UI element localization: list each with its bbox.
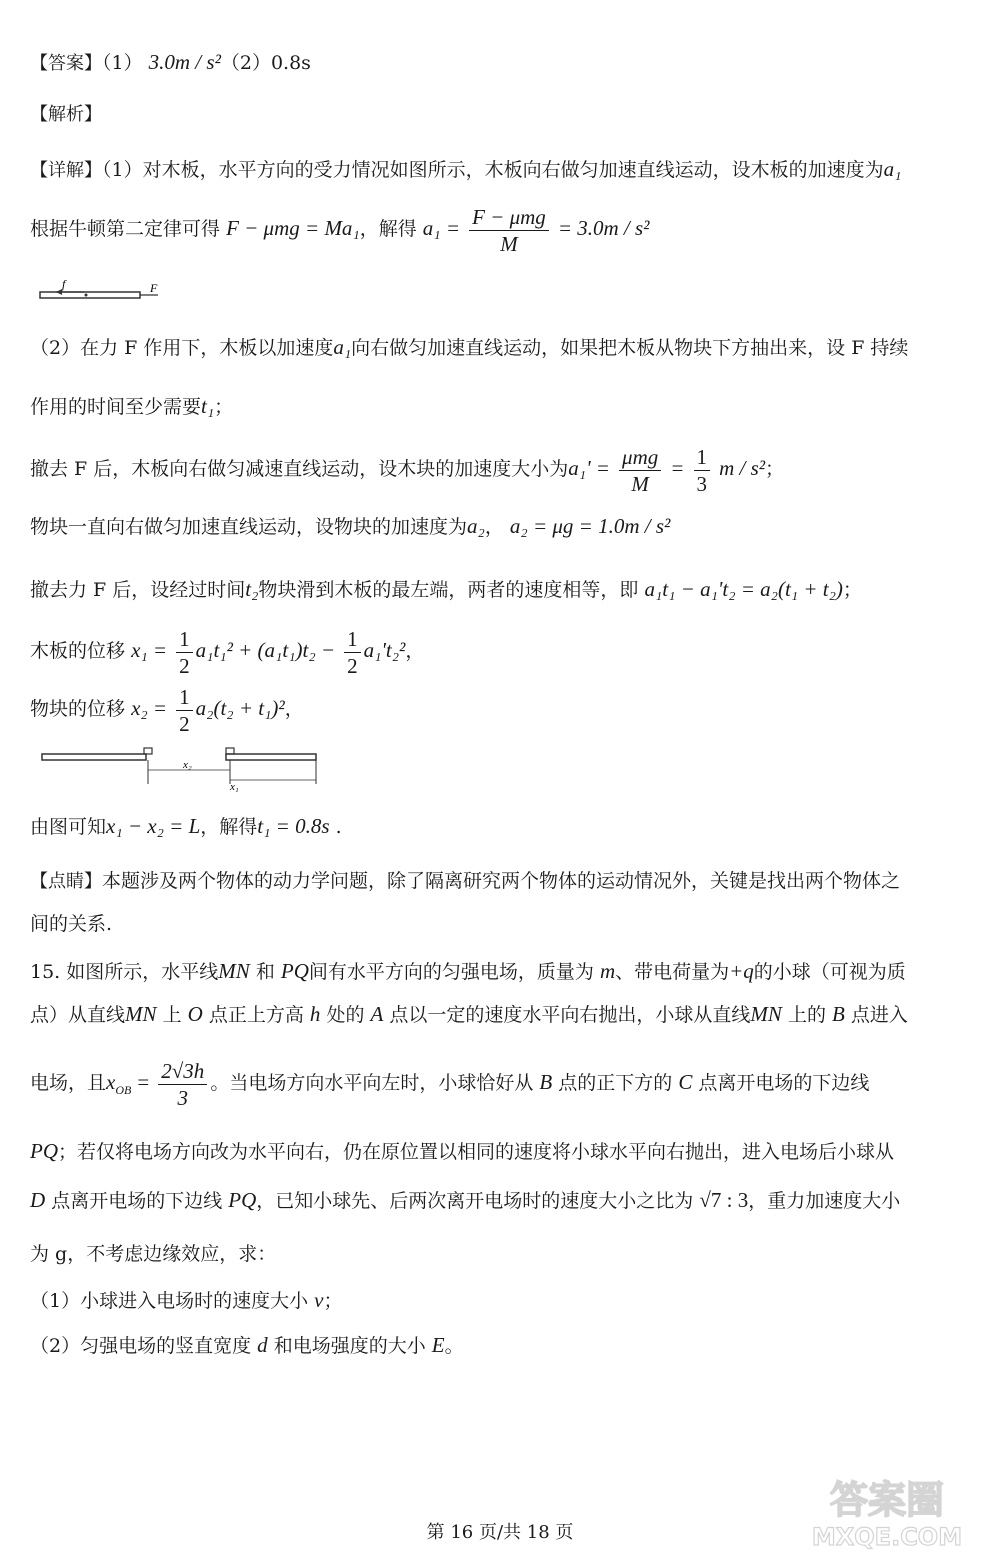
fraction-half-1 — [176, 626, 193, 679]
q15-text-4b: ；若仅将电场方向改为水平向右，仍在原位置以相同的速度将小球水平向右抛出，进入电场后小球从 — [58, 1141, 895, 1163]
q15-text-1c: 间有水平方向的匀强电场，质量为 — [308, 961, 594, 983]
math-d: d — [257, 1333, 268, 1357]
detail-line-4 — [30, 512, 970, 541]
math-m: m — [599, 959, 616, 983]
answer-part1: （1） — [102, 52, 143, 74]
math-eq: = — [137, 1070, 150, 1094]
q15-sub2-text-a: （2）匀强电场的竖直宽度 — [30, 1335, 252, 1357]
watermark-text-bottom: MXQE.COM — [811, 1523, 963, 1551]
math-x2-lhs: x₂ = — [131, 696, 168, 720]
q15-text-2b: 上 — [162, 1004, 182, 1026]
math-q: +q — [729, 959, 754, 983]
math-a2-eq: a₂ = μg = 1.0m / s² — [509, 514, 671, 538]
comment-text-2: 间的关系. — [30, 913, 113, 935]
q15-sub1-text-a: （1）小球进入电场时的速度大小 — [30, 1290, 309, 1312]
answer-line — [30, 48, 970, 78]
detail-line-7 — [30, 680, 970, 737]
detail-text-5c: ； — [842, 579, 862, 601]
detail-text-7a: 物块的位移 — [30, 698, 126, 720]
math-PQ: PQ — [228, 1188, 257, 1212]
q15-text-1b: 和 — [255, 961, 275, 983]
q15-text-5c: ，重力加速度大小 — [748, 1190, 901, 1212]
math-a1-result: = 3.0m / s² — [557, 216, 650, 240]
math-x1-lhs: x₁ = — [131, 638, 168, 662]
analysis-line — [30, 100, 970, 129]
q15-text-5a: 点离开电场的下边线 — [51, 1190, 223, 1212]
q15-text-2g: 点进入 — [850, 1004, 908, 1026]
detail-text-4a: 物块一直向右做匀加速直线运动，设物块的加速度为 — [30, 516, 468, 538]
watermark-logo — [792, 1471, 982, 1551]
q15-text-3c: 点的正下方的 — [558, 1072, 673, 1094]
fraction-half-2 — [344, 626, 361, 679]
math-unit: m / s² — [719, 456, 766, 480]
fraction-xob — [158, 1058, 207, 1111]
detail-text-1: （1）对木板，水平方向的受力情况如图所示，木板向右做匀加速直线运动，设木板的加速度为 — [102, 159, 884, 181]
q15-sub-2 — [30, 1331, 970, 1360]
detail-text-8b: ，解得 — [200, 816, 258, 838]
detail-text-6b: ， — [405, 640, 425, 662]
q15-text-5b: ，已知小球先、后两次离开电场时的速度大小之比为 — [256, 1190, 694, 1212]
q15-text-3b: 。当电场方向水平向左时，小球恰好从 — [210, 1072, 534, 1094]
math-MN: MN — [218, 959, 250, 983]
detail-line-5 — [30, 575, 970, 604]
detail-text-3b: ； — [765, 458, 785, 480]
frac-num: 2√3h — [158, 1058, 207, 1085]
math-ob-sub: OB — [115, 1083, 132, 1098]
frac-den: 3 — [177, 1085, 189, 1110]
displacement-diagram — [40, 744, 320, 792]
q15-text-1a: 15. 如图所示，水平线 — [30, 961, 219, 983]
math-t1: t₁ — [201, 394, 215, 418]
q15-sub1-text-b: ； — [323, 1290, 343, 1312]
q15-text-3d: 点离开电场的下边线 — [698, 1072, 870, 1094]
detail-text-8c: . — [335, 816, 342, 838]
detail-text-8a: 由图可知 — [30, 816, 107, 838]
frac-num: 1 — [176, 626, 193, 653]
math-O: O — [187, 1002, 203, 1026]
math-MN: MN — [125, 1002, 157, 1026]
math-x: x — [106, 1070, 116, 1094]
frac-num: 1 — [694, 444, 711, 471]
math-xob — [106, 1070, 132, 1098]
math-ratio: √7 : 3 — [699, 1188, 749, 1212]
q15-text-2d: 处的 — [326, 1004, 365, 1026]
q15-line-4 — [30, 1137, 970, 1166]
math-A: A — [370, 1002, 384, 1026]
frac-num: 1 — [344, 626, 361, 653]
q15-text-2a: 点）从直线 — [30, 1004, 126, 1026]
math-eq: = — [670, 456, 685, 480]
detail-text-2b: ，解得 — [359, 218, 417, 240]
math-MN: MN — [750, 1002, 782, 1026]
comment-line-2 — [30, 910, 970, 938]
frac-den: M — [500, 231, 518, 256]
math-C: C — [678, 1070, 693, 1094]
math-x1-end: a₁'t₂² — [363, 638, 406, 662]
friction-label: f — [62, 277, 66, 291]
detail-line-3 — [30, 440, 970, 497]
q15-sub2-text-c: 。 — [444, 1335, 464, 1357]
math-D: D — [30, 1188, 46, 1212]
q15-line-5 — [30, 1186, 970, 1215]
q15-sub-1 — [30, 1286, 970, 1315]
q15-text-3a: 电场，且 — [30, 1072, 107, 1094]
q15-text-1d: 、带电荷量为 — [615, 961, 730, 983]
detail-text-6a: 木板的位移 — [30, 640, 126, 662]
answer-value-2: 0.8s — [270, 52, 311, 74]
force-diagram — [36, 276, 166, 306]
math-x-diff: x₁ − x₂ = L — [106, 814, 201, 838]
force-label: F — [150, 281, 158, 295]
detail-text-7b: ， — [284, 698, 304, 720]
part2-text-2b: ； — [214, 396, 234, 418]
x1-label: x₁ — [230, 781, 239, 792]
answer-value-1: 3.0m / s² — [148, 50, 221, 74]
fraction-a1 — [469, 204, 549, 257]
q15-line-1 — [30, 957, 970, 986]
frac-num: F − μmg — [469, 204, 549, 231]
q15-text-1e: 的小球（可视为质 — [753, 961, 906, 983]
math-t1-result: t₁ = 0.8s — [257, 814, 330, 838]
math-v: v — [314, 1288, 324, 1312]
q15-text-2f: 上的 — [787, 1004, 826, 1026]
detail-tag: 【详解】 — [30, 160, 102, 181]
math-B: B — [539, 1070, 553, 1094]
detail-line-8 — [30, 812, 970, 841]
q15-text-2e: 点以一定的速度水平向右抛出，小球从直线 — [389, 1004, 751, 1026]
math-x1-mid: a₁t₁² + (a₁t₁)t₂ − — [195, 638, 336, 662]
frac-den: 2 — [347, 653, 358, 678]
frac-num: μmg — [619, 444, 661, 471]
q15-text-6: 为 g，不考虑边缘效应，求： — [30, 1243, 277, 1265]
math-a1-p2: a₁ — [333, 335, 352, 359]
analysis-tag: 【解析】 — [30, 104, 102, 125]
part2-text-2a: 作用的时间至少需要 — [30, 396, 202, 418]
math-PQ: PQ — [280, 959, 309, 983]
answer-part2: （2） — [220, 52, 271, 74]
math-h: h — [309, 1002, 321, 1026]
q15-line-6 — [30, 1240, 970, 1268]
detail-text-3a: 撤去 F 后，木板向右做匀减速直线运动，设木块的加速度大小为 — [30, 458, 569, 480]
part2-text-1a: （2）在力 F 作用下，木板以加速度 — [30, 337, 334, 359]
fraction-one-third — [694, 444, 711, 497]
math-t2: t₂ — [245, 577, 259, 601]
part2-text-1b: 向右做匀加速直线运动，如果把木板从物块下方抽出来，设 F 持续 — [351, 337, 909, 359]
detail-line-1 — [30, 155, 970, 185]
math-a1-lhs: a₁ = — [422, 216, 461, 240]
math-newton-eq: F − μmg = Ma₁ — [226, 216, 360, 240]
fraction-umg-M — [619, 444, 661, 497]
math-x2-end: a₂(t₂ + t₁)² — [195, 696, 285, 720]
detail-text-2a: 根据牛顿第二定律可得 — [30, 218, 221, 240]
comment-line-1 — [30, 867, 970, 896]
fraction-half-3 — [176, 684, 193, 737]
detail-line-2 — [30, 200, 970, 257]
q15-line-2 — [30, 1000, 970, 1029]
q15-sub2-text-b: 和电场强度的大小 — [273, 1335, 426, 1357]
frac-den: M — [631, 471, 649, 496]
frac-den: 2 — [179, 711, 190, 736]
math-E: E — [431, 1333, 445, 1357]
watermark-text-top: 答案圈 — [829, 1478, 945, 1522]
frac-den: 2 — [179, 653, 190, 678]
comment-text-1: 本题涉及两个物体的动力学问题，除了隔离研究两个物体的运动情况外，关键是找出两个物体之 — [102, 870, 901, 892]
part2-line-1 — [30, 333, 970, 362]
frac-num: 1 — [176, 684, 193, 711]
q15-line-3 — [30, 1052, 970, 1120]
frac-den: 3 — [696, 471, 708, 496]
detail-text-5b: 物块滑到木板的最左端，两者的速度相等，即 — [258, 579, 639, 601]
math-a1: a₁ — [883, 157, 902, 181]
part2-line-2 — [30, 392, 970, 421]
answer-tag: 【答案】 — [30, 53, 102, 74]
detail-text-4b: ， — [484, 516, 504, 538]
math-a2: a₂ — [467, 514, 485, 538]
detail-text-5a: 撤去力 F 后，设经过时间 — [30, 579, 246, 601]
detail-line-6 — [30, 622, 970, 679]
math-PQ: PQ — [30, 1139, 58, 1163]
x2-label: x₂ — [183, 759, 192, 771]
q15-text-2c: 点正上方高 — [208, 1004, 304, 1026]
comment-tag: 【点睛】 — [30, 871, 102, 892]
page-footer: 第 16 页/共 18 页 — [426, 1522, 574, 1543]
math-velocity-eq: a₁t₁ − a₁'t₂ = a₂(t₁ + t₂) — [644, 577, 843, 601]
math-a1prime-lhs: a₁' = — [568, 456, 610, 480]
math-B: B — [832, 1002, 845, 1026]
